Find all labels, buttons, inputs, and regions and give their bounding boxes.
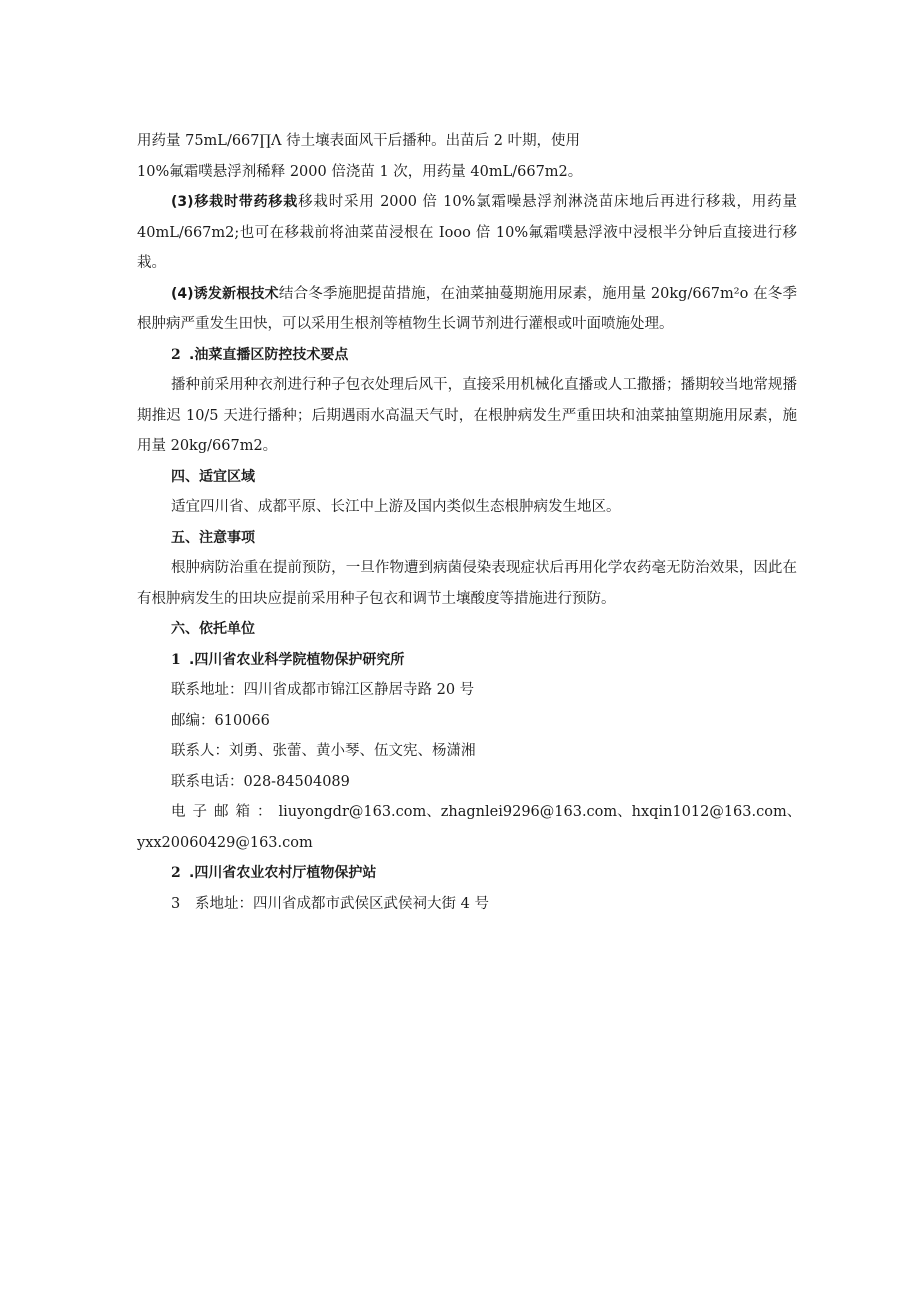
unit-heading-2 <box>137 858 797 889</box>
unit-address-3: 系地址：四川省成都市武侯区武侯祠大街 4 号 <box>195 895 489 912</box>
unit-heading-1 <box>137 645 797 676</box>
paragraph-direct-seeding: 播种前采用种衣剂进行种子包衣处理后风干，直接采用机械化直播或人工撒播；播期较当地常规播期推迟 10/5 天进行播种；后期遇雨水高温天气时，在根肿病发生严重田块和油菜抽篁期施用尿素，施用量 20kg/667m2。 <box>137 377 797 454</box>
subheading-direct-seeding <box>137 340 797 371</box>
unit-phone: 联系电话：028-84504089 <box>171 773 350 790</box>
paragraph-new-root <box>137 279 797 340</box>
paragraph-text-transplant: 移栽时采用 2000 倍 10%氯霜噪悬浮剂淋浇苗床地后再进行移栽，用药量40mL/667m2;也可在移栽前将油菜苗浸根在 Iooo 倍 10%氟霜噗悬浮液中浸根半分钟后直接进行移栽。 <box>137 194 797 271</box>
subheading-text: .油菜直播区防控技术要点 <box>189 346 349 363</box>
unit-contacts: 联系人：刘勇、张蕾、黄小琴、伍文宪、杨潇湘 <box>171 743 476 759</box>
unit-email-line <box>137 797 802 828</box>
unit-address: 联系地址：四川省成都市锦江区静居寺路 20 号 <box>171 682 475 698</box>
email-link-2[interactable]: zhagnlei9296@163.com <box>440 804 618 820</box>
paragraph-transplant <box>137 187 797 279</box>
unit-number-1: 1 <box>171 651 181 668</box>
paragraph-notes: 根肿病防治重在提前预防，一旦作物遭到病菌侵染表现症状后再用化学农药毫无防治效果，因此在有根肿病发生的田块应提前采用种子包衣和调节土壤酸度等措施进行预防。 <box>137 560 797 607</box>
unit-name-2: .四川省农业农村厅植物保护站 <box>189 865 377 881</box>
unit-postcode: 邮编：610066 <box>171 712 270 729</box>
email-separator: 、 <box>426 804 441 820</box>
document-body <box>137 126 802 919</box>
unit-name-1: .四川省农业科学院植物保护研究所 <box>189 651 405 668</box>
email-separator: 、 <box>786 804 802 820</box>
section-heading-suitable-area: 四、适宜区域 <box>171 468 255 485</box>
email-link-1[interactable]: liuyongdr@163.com <box>278 804 427 820</box>
body-line-1: 用药量 75mL/667∏Λ 待土壤表面风干后播种。出苗后 2 叶期，使用 <box>137 133 581 149</box>
email-link-3[interactable]: hxqin1012@163.com <box>631 804 787 820</box>
paragraph-lead-transplant: (3)移栽时带药移栽 <box>171 194 299 210</box>
email-link-4[interactable]: yxx20060429@163.com <box>137 834 313 851</box>
paragraph-suitable-area: 适宜四川省、成都平原、长江中上游及国内类似生态根肿病发生地区。 <box>171 499 621 515</box>
body-line-2: 10%氟霜噗悬浮剂稀释 2000 倍浇苗 1 次，用药量 40mL/667m2。 <box>137 163 583 180</box>
email-label: 电子邮箱： <box>171 804 279 820</box>
section-heading-supporting-units: 六、依托单位 <box>171 621 255 637</box>
paragraph-text-new-root: 结合冬季施肥提苗措施，在油菜抽蔓期施用尿素，施用量 20kg∕667m²o 在冬季根肿病严重发生田快，可以采用生根剂等植物生长调节剂进行灌根或叶面喷施处理。 <box>137 285 797 332</box>
unit-3-address-line <box>137 889 797 920</box>
paragraph-lead-new-root: (4)诱发新根技术 <box>171 285 279 302</box>
unit-number-3: 3 <box>171 895 181 912</box>
email-separator: 、 <box>617 804 632 820</box>
subheading-number: 2 <box>171 346 181 363</box>
section-heading-notes: 五、注意事项 <box>171 529 255 546</box>
unit-number-2: 2 <box>171 865 181 881</box>
